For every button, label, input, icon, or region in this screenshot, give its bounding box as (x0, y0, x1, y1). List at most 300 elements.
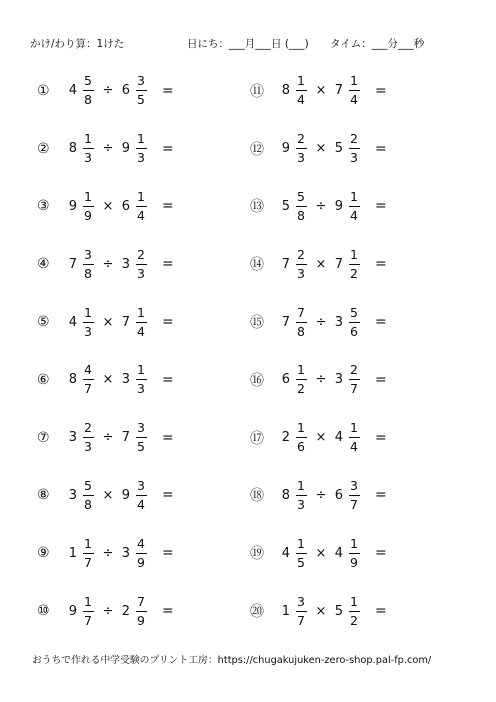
mixed-number-second (334, 74, 361, 107)
problem-row (37, 178, 237, 236)
numerator: 2 (350, 362, 358, 378)
fraction (134, 421, 148, 454)
fraction-bar (83, 379, 94, 380)
operator: × (315, 603, 327, 619)
mixed-number-second (334, 132, 361, 165)
mixed-number-first (68, 479, 95, 512)
whole-part: 7 (281, 314, 290, 330)
mixed-number-second (121, 363, 148, 396)
mixed-number-second (334, 363, 361, 396)
fraction (294, 306, 308, 339)
operator: ÷ (315, 487, 327, 503)
fraction (294, 132, 308, 165)
fraction (134, 595, 148, 628)
fraction (81, 306, 95, 339)
fraction-bar (83, 322, 94, 323)
numerator: 1 (297, 477, 305, 493)
problem-number: ⑮ (250, 315, 264, 332)
numerator: 1 (297, 535, 305, 551)
whole-part: 7 (334, 256, 343, 272)
denominator: 4 (350, 439, 358, 455)
denominator: 4 (297, 92, 305, 108)
operator: × (315, 256, 327, 272)
whole-part: 9 (121, 141, 130, 157)
time-field: タイム：___分___秒 (330, 38, 425, 50)
denominator: 8 (84, 265, 92, 281)
fraction-bar (349, 264, 360, 265)
equals-sign: = (375, 487, 387, 504)
mixed-number-second (121, 595, 148, 628)
numerator: 5 (297, 188, 305, 204)
fraction (347, 248, 361, 281)
fraction-bar (83, 206, 94, 207)
numerator: 1 (297, 362, 305, 378)
fraction-bar (136, 264, 147, 265)
problem-number: ⑲ (250, 546, 264, 563)
numerator: 2 (297, 131, 305, 147)
whole-part: 7 (281, 256, 290, 272)
whole-part: 2 (281, 430, 290, 446)
whole-part: 6 (281, 372, 290, 388)
numerator: 1 (137, 362, 145, 378)
numerator: 3 (137, 73, 145, 89)
fraction-bar (296, 437, 307, 438)
fraction-bar (136, 379, 147, 380)
numerator: 1 (84, 593, 92, 609)
whole-part: 8 (281, 83, 290, 99)
operator: ÷ (102, 256, 114, 272)
numerator: 2 (350, 131, 358, 147)
numerator: 7 (297, 304, 305, 320)
fraction-bar (349, 553, 360, 554)
equals-sign: = (375, 314, 387, 331)
operator: × (102, 198, 114, 214)
fraction-bar (83, 495, 94, 496)
numerator: 2 (297, 246, 305, 262)
fraction-bar (349, 379, 360, 380)
fraction-bar (349, 206, 360, 207)
equals-sign: = (162, 429, 174, 446)
denominator: 8 (84, 92, 92, 108)
fraction (81, 537, 95, 570)
whole-part: 6 (121, 198, 130, 214)
mixed-number-first (281, 132, 308, 165)
equals-sign: = (162, 314, 174, 331)
fraction (347, 190, 361, 223)
whole-part: 2 (121, 603, 130, 619)
worksheet-title: かけ/わり算：1けた (30, 38, 125, 50)
numerator: 2 (137, 246, 145, 262)
equals-sign: = (375, 371, 387, 388)
whole-part: 6 (121, 83, 130, 99)
denominator: 9 (84, 207, 92, 223)
whole-part: 4 (281, 545, 290, 561)
fraction (81, 132, 95, 165)
denominator: 3 (297, 265, 305, 281)
problem-row (37, 120, 237, 178)
operator: × (102, 372, 114, 388)
denominator: 8 (297, 323, 305, 339)
whole-part: 5 (334, 603, 343, 619)
operator: × (315, 430, 327, 446)
footer-credit: おうちで作れる中学受験のプリント工房：https://chugakujuken-zero-shop.pal-fp.com/ (32, 655, 432, 666)
denominator: 4 (137, 207, 145, 223)
operator: × (102, 314, 114, 330)
fraction (81, 74, 95, 107)
operator: ÷ (102, 603, 114, 619)
denominator: 3 (137, 381, 145, 397)
numerator: 5 (84, 73, 92, 89)
numerator: 1 (137, 188, 145, 204)
problem-row (37, 582, 237, 640)
fraction-bar (83, 437, 94, 438)
equals-sign: = (375, 198, 387, 215)
mixed-number-second (121, 132, 148, 165)
problem-number: ⑥ (37, 371, 50, 388)
denominator: 2 (350, 612, 358, 628)
denominator: 7 (84, 612, 92, 628)
numerator: 3 (350, 477, 358, 493)
denominator: 3 (84, 323, 92, 339)
fraction-bar (349, 322, 360, 323)
fraction (81, 363, 95, 396)
equals-sign: = (375, 82, 387, 99)
fraction-bar (349, 437, 360, 438)
fraction-bar (136, 90, 147, 91)
whole-part: 1 (281, 603, 290, 619)
numerator: 1 (297, 420, 305, 436)
problem-row (250, 582, 450, 640)
problem-number: ⑭ (250, 257, 264, 274)
denominator: 8 (84, 496, 92, 512)
denominator: 4 (137, 496, 145, 512)
problem-row (37, 62, 237, 120)
mixed-number-first (281, 306, 308, 339)
numerator: 1 (350, 535, 358, 551)
numerator: 1 (350, 73, 358, 89)
problem-column-left (37, 62, 237, 640)
mixed-number-first (281, 363, 308, 396)
whole-part: 6 (334, 487, 343, 503)
mixed-number-first (68, 363, 95, 396)
fraction-bar (136, 495, 147, 496)
whole-part: 9 (121, 487, 130, 503)
whole-part: 3 (121, 545, 130, 561)
mixed-number-first (281, 537, 308, 570)
fraction (347, 537, 361, 570)
mixed-number-first (281, 248, 308, 281)
denominator: 3 (137, 150, 145, 166)
fraction (294, 248, 308, 281)
problem-number: ⑨ (37, 545, 50, 562)
mixed-number-first (68, 595, 95, 628)
whole-part: 4 (334, 430, 343, 446)
denominator: 7 (297, 612, 305, 628)
denominator: 7 (84, 554, 92, 570)
problem-number: ⑪ (250, 83, 264, 100)
whole-part: 3 (334, 314, 343, 330)
operator: ÷ (102, 430, 114, 446)
denominator: 3 (297, 496, 305, 512)
whole-part: 5 (334, 141, 343, 157)
numerator: 1 (84, 188, 92, 204)
equals-sign: = (162, 82, 174, 99)
mixed-number-first (281, 190, 308, 223)
numerator: 7 (137, 593, 145, 609)
fraction (294, 421, 308, 454)
problem-row (250, 293, 450, 351)
whole-part: 9 (68, 603, 77, 619)
denominator: 5 (297, 554, 305, 570)
mixed-number-first (68, 421, 95, 454)
denominator: 3 (84, 150, 92, 166)
whole-part: 3 (121, 256, 130, 272)
problem-row (250, 409, 450, 467)
problem-row (37, 409, 237, 467)
fraction-bar (349, 148, 360, 149)
problem-number: ④ (37, 256, 50, 273)
problem-row (250, 467, 450, 525)
whole-part: 5 (281, 198, 290, 214)
equals-sign: = (162, 198, 174, 215)
fraction (134, 306, 148, 339)
denominator: 9 (350, 554, 358, 570)
fraction-bar (296, 264, 307, 265)
denominator: 3 (84, 439, 92, 455)
denominator: 6 (297, 439, 305, 455)
numerator: 5 (350, 304, 358, 320)
numerator: 3 (84, 246, 92, 262)
mixed-number-second (334, 248, 361, 281)
operator: ÷ (315, 372, 327, 388)
problem-row (37, 351, 237, 409)
whole-part: 8 (68, 141, 77, 157)
equals-sign: = (375, 140, 387, 157)
fraction (134, 537, 148, 570)
fraction (294, 190, 308, 223)
equals-sign: = (375, 429, 387, 446)
mixed-number-second (334, 421, 361, 454)
numerator: 1 (297, 73, 305, 89)
denominator: 7 (350, 381, 358, 397)
numerator: 1 (350, 420, 358, 436)
problem-number: ⑫ (250, 141, 264, 158)
operator: ÷ (315, 198, 327, 214)
fraction-bar (296, 495, 307, 496)
fraction-bar (349, 495, 360, 496)
fraction-bar (136, 611, 147, 612)
numerator: 3 (137, 477, 145, 493)
mixed-number-second (121, 421, 148, 454)
equals-sign: = (375, 545, 387, 562)
problem-number: ⑯ (250, 372, 264, 389)
mixed-number-second (334, 595, 361, 628)
problem-number: ⑱ (250, 488, 264, 505)
mixed-number-second (121, 537, 148, 570)
fraction-bar (83, 553, 94, 554)
operator: ÷ (102, 545, 114, 561)
denominator: 3 (137, 265, 145, 281)
equals-sign: = (162, 545, 174, 562)
denominator: 7 (350, 496, 358, 512)
date-field: 日にち：___月___日 (___) (187, 38, 309, 50)
mixed-number-second (334, 537, 361, 570)
fraction (134, 479, 148, 512)
denominator: 6 (350, 323, 358, 339)
mixed-number-second (121, 248, 148, 281)
fraction (294, 595, 308, 628)
problem-row (37, 524, 237, 582)
numerator: 4 (84, 362, 92, 378)
fraction (294, 537, 308, 570)
operator: × (315, 141, 327, 157)
fraction (347, 421, 361, 454)
fraction-bar (296, 90, 307, 91)
fraction-bar (296, 611, 307, 612)
fraction (81, 595, 95, 628)
equals-sign: = (375, 256, 387, 273)
fraction-bar (296, 148, 307, 149)
whole-part: 3 (334, 372, 343, 388)
mixed-number-first (68, 74, 95, 107)
problem-number: ⑧ (37, 487, 50, 504)
problem-row (37, 235, 237, 293)
fraction-bar (83, 148, 94, 149)
denominator: 3 (350, 150, 358, 166)
fraction-bar (136, 322, 147, 323)
mixed-number-first (281, 421, 308, 454)
fraction (294, 74, 308, 107)
worksheet-header (30, 36, 466, 50)
equals-sign: = (162, 256, 174, 273)
numerator: 1 (137, 131, 145, 147)
denominator: 4 (350, 207, 358, 223)
problem-number: ① (37, 82, 50, 99)
whole-part: 7 (68, 256, 77, 272)
fraction (81, 479, 95, 512)
mixed-number-first (68, 306, 95, 339)
numerator: 2 (84, 420, 92, 436)
mixed-number-second (334, 479, 361, 512)
whole-part: 9 (281, 141, 290, 157)
fraction-bar (83, 264, 94, 265)
mixed-number-first (68, 248, 95, 281)
mixed-number-second (121, 306, 148, 339)
fraction (134, 74, 148, 107)
mixed-number-second (334, 306, 361, 339)
numerator: 1 (350, 246, 358, 262)
problem-row (250, 62, 450, 120)
whole-part: 9 (68, 198, 77, 214)
fraction (81, 421, 95, 454)
denominator: 3 (297, 150, 305, 166)
whole-part: 4 (68, 314, 77, 330)
fraction-bar (349, 611, 360, 612)
fraction (294, 479, 308, 512)
denominator: 9 (137, 612, 145, 628)
numerator: 1 (84, 304, 92, 320)
mixed-number-first (281, 479, 308, 512)
mixed-number-second (121, 479, 148, 512)
denominator: 2 (350, 265, 358, 281)
denominator: 4 (137, 323, 145, 339)
mixed-number-first (281, 74, 308, 107)
problem-number: ② (37, 140, 50, 157)
denominator: 7 (84, 381, 92, 397)
whole-part: 8 (68, 372, 77, 388)
operator: ÷ (315, 314, 327, 330)
fraction (134, 190, 148, 223)
fraction-bar (296, 206, 307, 207)
fraction (294, 363, 308, 396)
mixed-number-first (281, 595, 308, 628)
denominator: 5 (137, 92, 145, 108)
fraction (347, 363, 361, 396)
numerator: 3 (137, 420, 145, 436)
fraction-bar (136, 437, 147, 438)
numerator: 1 (137, 304, 145, 320)
fraction (347, 479, 361, 512)
denominator: 5 (137, 439, 145, 455)
whole-part: 7 (121, 430, 130, 446)
numerator: 1 (84, 535, 92, 551)
numerator: 1 (350, 593, 358, 609)
problem-row (250, 120, 450, 178)
problem-row (37, 467, 237, 525)
fraction (134, 363, 148, 396)
operator: × (315, 545, 327, 561)
numerator: 3 (297, 593, 305, 609)
whole-part: 9 (334, 198, 343, 214)
mixed-number-second (121, 74, 148, 107)
fraction-bar (349, 90, 360, 91)
problem-number: ⑦ (37, 429, 50, 446)
problem-row (250, 178, 450, 236)
problem-number: ⑤ (37, 314, 50, 331)
whole-part: 1 (68, 545, 77, 561)
whole-part: 4 (68, 83, 77, 99)
denominator: 4 (350, 92, 358, 108)
operator: ÷ (102, 83, 114, 99)
whole-part: 3 (68, 430, 77, 446)
mixed-number-second (121, 190, 148, 223)
numerator: 5 (84, 477, 92, 493)
equals-sign: = (162, 371, 174, 388)
fraction-bar (296, 379, 307, 380)
operator: × (315, 83, 327, 99)
equals-sign: = (162, 487, 174, 504)
fraction-bar (296, 322, 307, 323)
problem-column-right (250, 62, 450, 640)
whole-part: 7 (334, 83, 343, 99)
numerator: 1 (84, 131, 92, 147)
mixed-number-first (68, 190, 95, 223)
problem-row (250, 235, 450, 293)
denominator: 8 (297, 207, 305, 223)
equals-sign: = (162, 140, 174, 157)
whole-part: 4 (334, 545, 343, 561)
fraction-bar (83, 90, 94, 91)
fraction (347, 132, 361, 165)
denominator: 2 (297, 381, 305, 397)
mixed-number-second (334, 190, 361, 223)
operator: ÷ (102, 141, 114, 157)
fraction (81, 190, 95, 223)
problem-number: ⑰ (250, 430, 264, 447)
numerator: 1 (350, 188, 358, 204)
problem-number: ⑬ (250, 199, 264, 216)
fraction (134, 248, 148, 281)
